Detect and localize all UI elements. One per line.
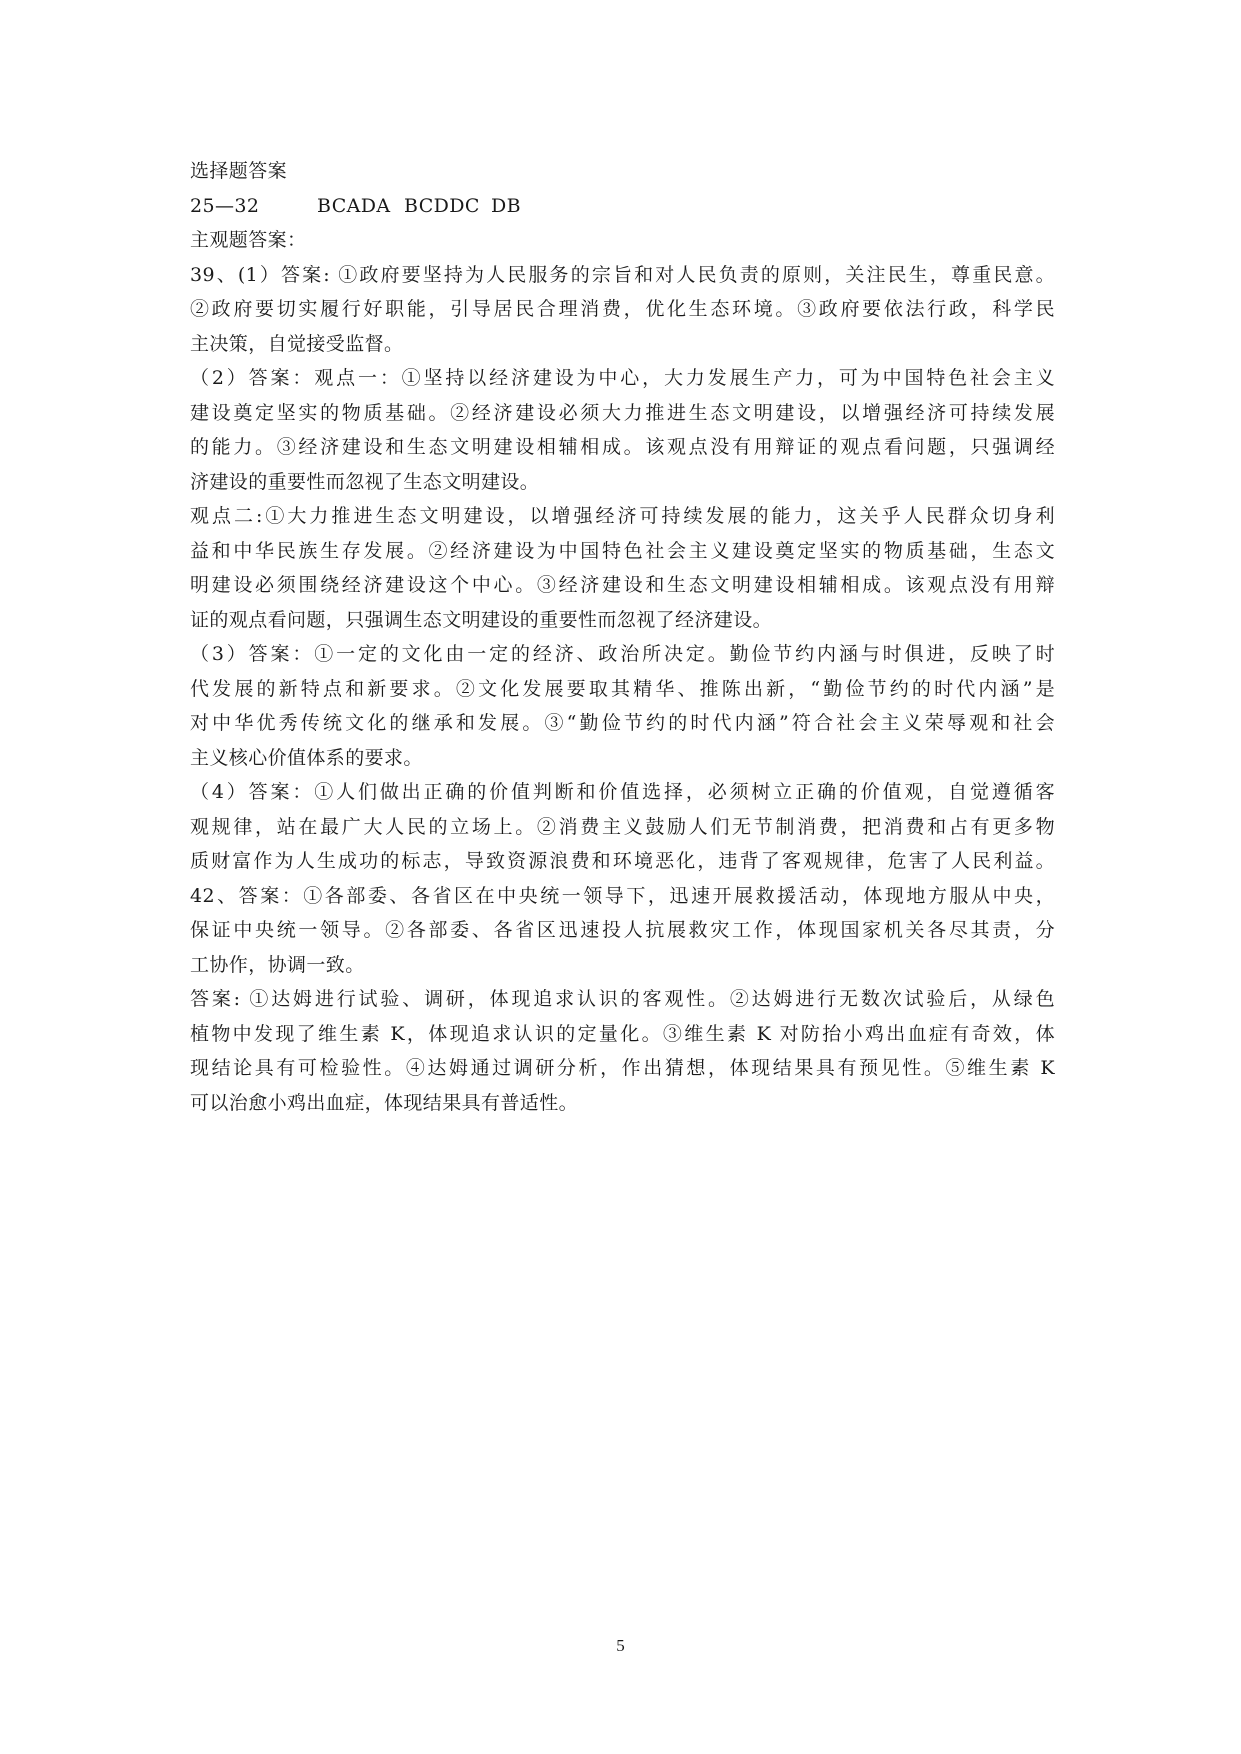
answer-line: 对中华优秀传统文化的继承和发展。③“勤俭节约的时代内涵”符合社会主义荣辱观和社会 xyxy=(190,712,1055,734)
choice-heading: 选择题答案 xyxy=(190,160,288,182)
answer-line: 植物中发现了维生素 K，体现追求认识的定量化。③维生素 K 对防抬小鸡出血症有奇效，体 xyxy=(190,1022,1055,1045)
answer-line: 保证中央统一领导。②各部委、各省区迅速投人抗展救灾工作，体现国家机关各尽其责，分 xyxy=(190,919,1055,941)
answer-line: ②政府要切实履行好职能，引导居民合理消费，优化生态环境。③政府要依法行政，科学民 xyxy=(190,298,1055,320)
choice-range: 25—32 xyxy=(190,194,260,217)
answer-line: 质财富作为人生成功的标志，导致资源浪费和环境恶化，违背了客观规律，危害了人民利益。 xyxy=(190,850,1055,872)
answer-line: （2）答案：观点一：①坚持以经济建设为中心，大力发展生产力，可为中国特色社会主义 xyxy=(190,367,1055,389)
answer-line: 证的观点看问题，只强调生态文明建设的重要性而忽视了经济建设。 xyxy=(190,608,773,631)
subjective-heading: 主观题答案： xyxy=(190,229,307,251)
choice-answers-row xyxy=(190,189,1055,224)
answer-line: 主决策，自觉接受监督。 xyxy=(190,332,404,355)
answer-line: （4）答案：①人们做出正确的价值判断和价值选择，必须树立正确的价值观，自觉遵循客 xyxy=(190,781,1055,803)
choice-group-1: BCADA xyxy=(317,194,391,217)
answer-line: 益和中华民族生存发展。②经济建设为中国特色社会主义建设奠定坚实的物质基础，生态文 xyxy=(190,539,1055,562)
answer-line: 答案: ①达姆进行试验、调研，体现追求认识的客观性。②达姆进行无数次试验后，从绿色 xyxy=(190,988,1055,1010)
answer-line: （3）答案：①一定的文化由一定的经济、政治所决定。勤俭节约内涵与时俱进，反映了时 xyxy=(190,643,1055,665)
answer-line: 的能力。③经济建设和生态文明建设相辅相成。该观点没有用辩证的观点看问题，只强调经 xyxy=(190,436,1055,458)
answer-line: 建设奠定坚实的物质基础。②经济建设必须大力推进生态文明建设，以增强经济可持续发展 xyxy=(190,401,1055,424)
answer-line: 现结论具有可检验性。④达姆通过调研分析，作出猜想，体现结果具有预见性。⑤维生素 K xyxy=(190,1057,1055,1079)
answer-line: 主义核心价值体系的要求。 xyxy=(190,746,423,769)
answer-line: 工协作，协调一致。 xyxy=(190,953,365,976)
answer-line: 济建设的重要性而忽视了生态文明建设。 xyxy=(190,470,540,493)
answer-line: 代发展的新特点和新要求。②文化发展要取其精华、推陈出新，“勤俭节约的时代内涵”是 xyxy=(190,677,1055,700)
answer-line: 42、答案：①各部委、各省区在中央统一领导下，迅速开展救援活动，体现地方服从中央， xyxy=(190,884,1055,907)
choice-group-2: BCDDC xyxy=(404,194,480,217)
answer-line: 明建设必须围绕经济建设这个中心。③经济建设和生态文明建设相辅相成。该观点没有用辩 xyxy=(190,574,1055,596)
answer-line: 39、(1）答案: ①政府要坚持为人民服务的宗旨和对人民负责的原则，关注民生，尊重民意。 xyxy=(190,263,1055,286)
answer-content xyxy=(190,154,1055,1120)
answer-line: 可以治愈小鸡出血症，体现结果具有普适性。 xyxy=(190,1091,579,1114)
answer-line: 观点二:①大力推进生态文明建设，以增强经济可持续发展的能力，这关乎人民群众切身利 xyxy=(190,505,1055,527)
page-number: 5 xyxy=(616,1636,625,1655)
choice-group-3: DB xyxy=(491,194,521,217)
answer-line: 观规律，站在最广大人民的立场上。②消费主义鼓励人们无节制消费，把消费和占有更多物 xyxy=(190,815,1055,838)
